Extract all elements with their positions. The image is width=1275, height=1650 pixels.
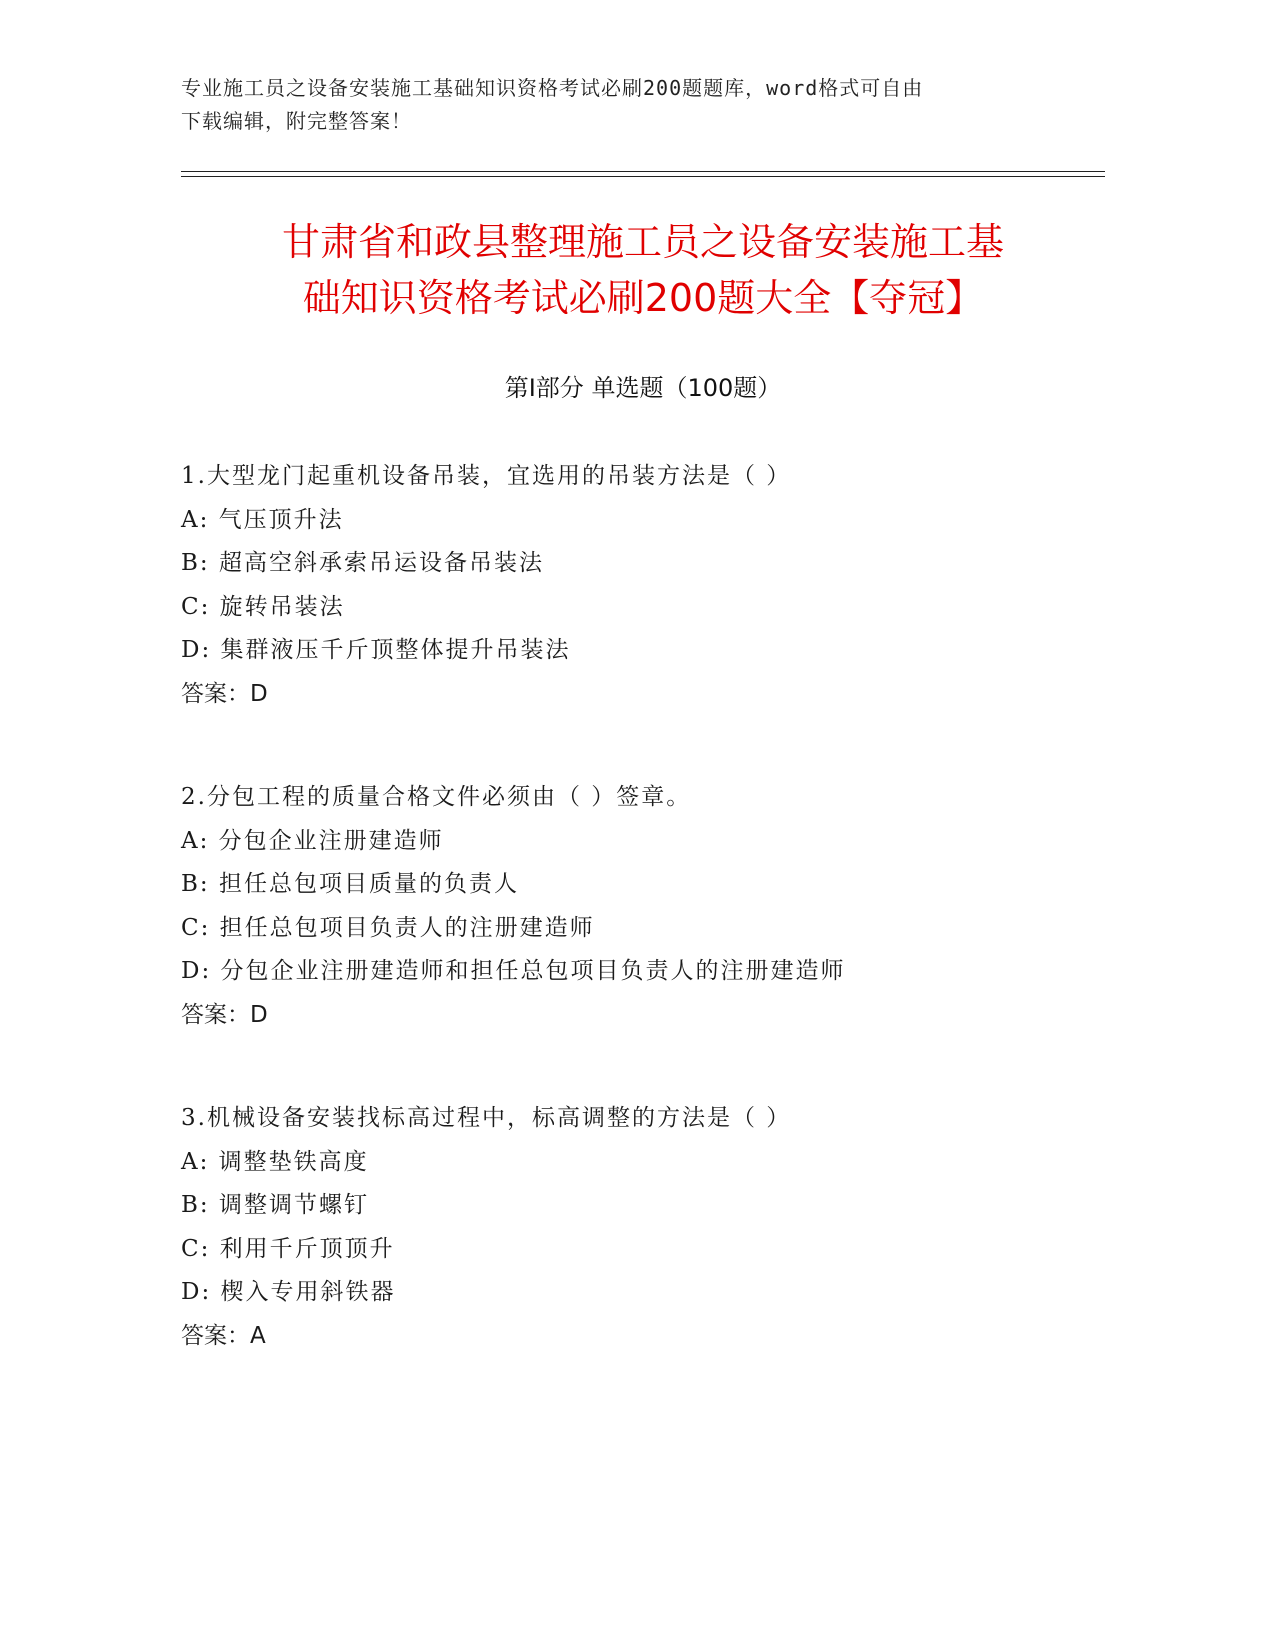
intro-line-1: 专业施工员之设备安装施工基础知识资格考试必刷200题题库，word格式可自由 [181,76,924,100]
option-a: A: 调整垫铁高度 [181,1148,369,1175]
option-c: C: 利用千斤顶顶升 [181,1235,395,1262]
header-divider-bottom [181,176,1105,177]
option-d: D: 楔入专用斜铁器 [181,1279,396,1305]
option-a: A: 气压顶升法 [181,506,344,533]
document-title [181,214,1105,326]
option-b: B: 调整调节螺钉 [181,1192,369,1218]
document-title-line-2: 础知识资格考试必刷200题大全【夺冠】 [302,276,984,320]
section-heading: 第I部分 单选题（100题） [504,374,782,402]
option-a: A: 分包企业注册建造师 [181,827,444,854]
question-stem: 2.分包工程的质量合格文件必须由（ ）签章。 [181,784,692,810]
intro-line-2: 下载编辑，附完整答案！ [181,109,412,133]
option-b: B: 超高空斜承索吊运设备吊装法 [181,550,544,576]
option-d: D: 集群液压千斤顶整体提升吊装法 [181,637,571,663]
answer: 答案：A [181,1322,266,1349]
question-stem: 1.大型龙门起重机设备吊装，宜选用的吊装方法是（ ） [181,463,792,489]
option-b: B: 担任总包项目质量的负责人 [181,871,519,897]
option-c: C: 旋转吊装法 [181,593,345,620]
question-stem: 3.机械设备安装找标高过程中，标高调整的方法是（ ） [181,1105,792,1131]
answer: 答案：D [181,680,268,707]
header-divider-top [181,171,1105,172]
option-d: D: 分包企业注册建造师和担任总包项目负责人的注册建造师 [181,958,846,984]
question-3 [181,1097,1105,1358]
intro-text [181,72,1081,138]
option-c: C: 担任总包项目负责人的注册建造师 [181,914,595,941]
document-title-line-1: 甘肃省和政县整理施工员之设备安装施工基 [281,220,1004,264]
answer: 答案：D [181,1001,268,1028]
question-2 [181,776,1105,1037]
question-1 [181,455,1105,716]
question-list [181,455,1105,1418]
